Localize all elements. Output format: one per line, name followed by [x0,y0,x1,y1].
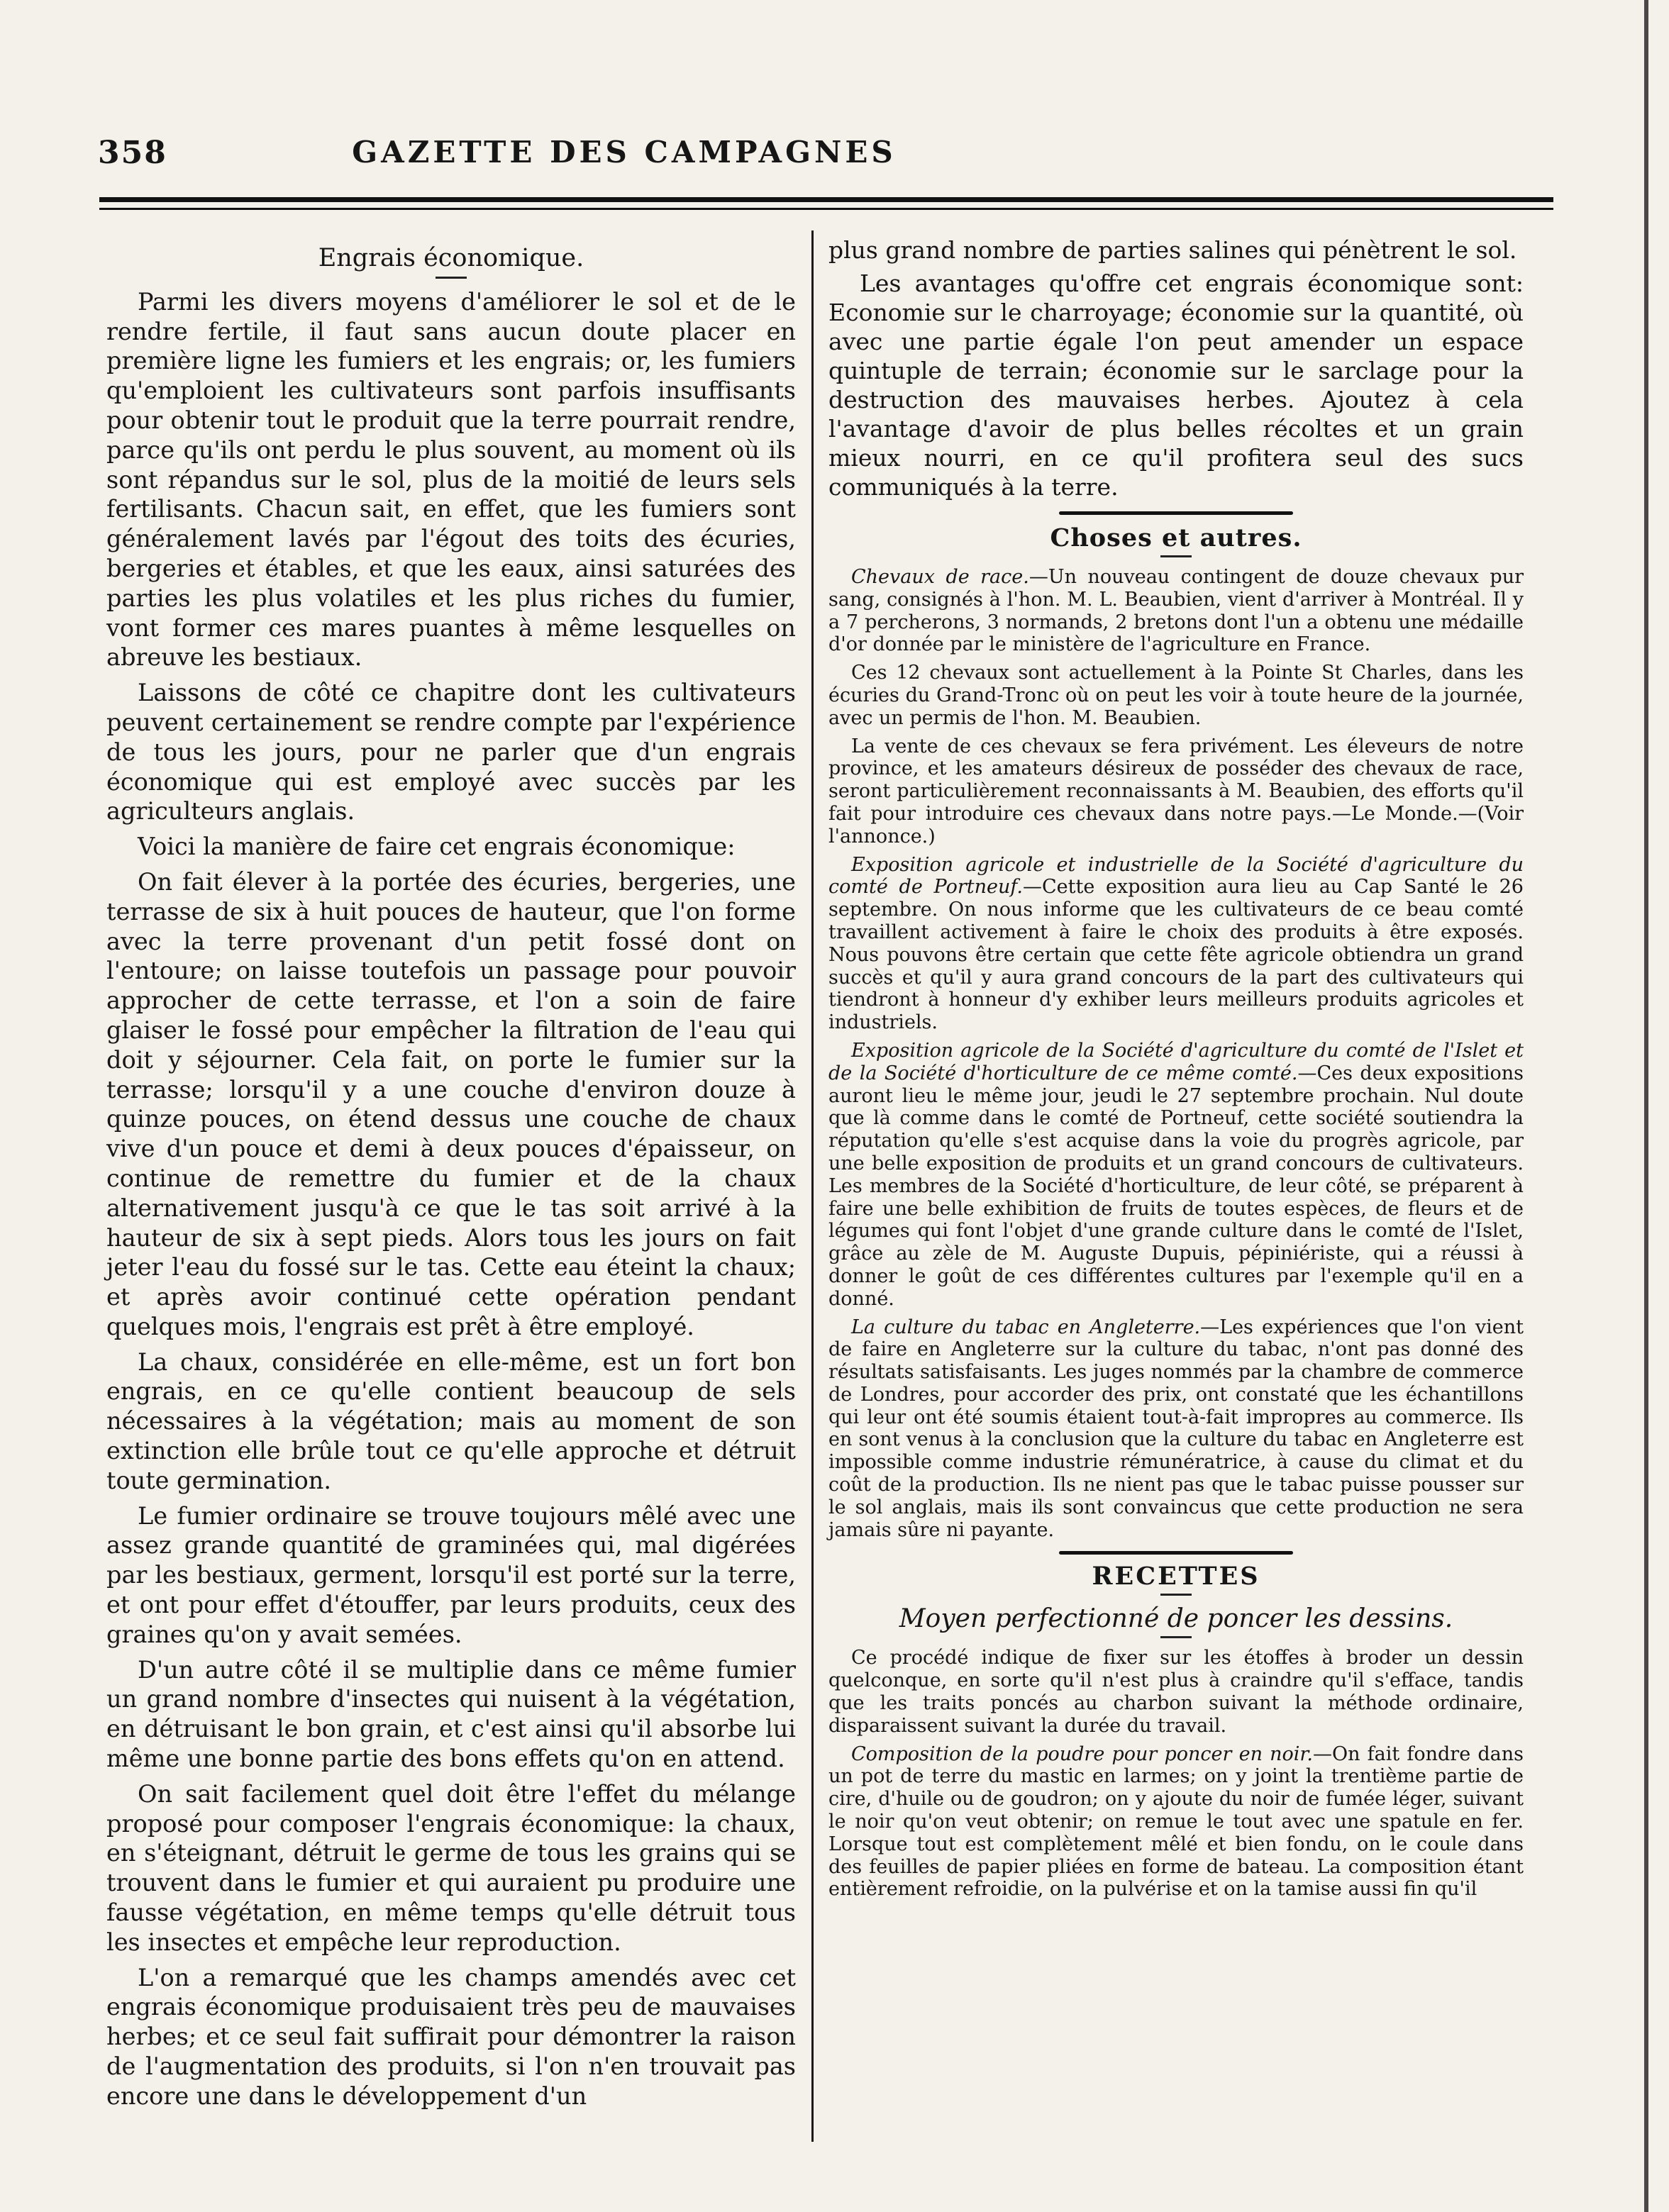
item-lead: Exposition agricole et industrielle de la Société d'agriculture du comté de Portneuf. [828,853,1524,899]
paragraph: Le fumier ordinaire se trouve toujours mêlé avec une assez grande quantité de graminées qui, mal digérées par les bestiaux, germent, lorsqu'il est porté sur la terre, et ont pour effet d'étouffer, par leurs produits, ceux des graines qu'on y avait semées. [106,1501,796,1648]
heading-dash [1160,555,1192,557]
item-lead: Chevaux de race. [851,566,1029,588]
item-lead: Composition de la poudre pour poncer en noir. [851,1743,1313,1765]
heading-dash [436,277,467,279]
item-text: —Cette exposition aura lieu au Cap Santé le 26 septembre. On nous informe que les cultivateurs de ce beau comté travaillent activement à faire le choix des produits à être exposés. Nous pouvons être certain que cette fête agricole obtiendra un grand succès et qu'il y aura grand concours de la part des cultivateurs qui tiendront à honneur d'y exhiber leurs meilleurs produits agricoles et industriels. [828,876,1524,1034]
paragraph: Voici la manière de faire cet engrais économique: [138,833,736,861]
recettes-heading: RECETTES [1092,1562,1260,1591]
paragraph: D'un autre côté il se multiplie dans ce même fumier un grand nombre d'insectes qui nuisent à la végétation, en détruisant le bon grain, et c'est ainsi qu'il absorbe lui même une bonne partie des bons effets qu'on en attend. [106,1655,796,1773]
section-ornament [1059,1551,1293,1555]
choses-heading: Choses et autres. [1050,523,1302,552]
item-text: La vente de ces chevaux se fera privément. Les éleveurs de notre province, et les amateurs désireux de posséder des chevaux de race, seront particulièrement reconnaissants à M. Beaubien, des efforts qu'il fait pour introduire ces chevaux dans notre pays.—Le Monde.—(Voir l'annonce.) [828,735,1524,847]
news-item [828,1040,1524,1311]
item-lead: La culture du tabac en Angleterre. [851,1316,1201,1338]
right-column [828,235,1524,1906]
running-title: GAZETTE DES CAMPAGNES [352,135,897,169]
paragraph: Les avantages qu'offre cet engrais économique sont: Economie sur le charroyage; économie sur la quantité, où avec une partie égale l'on peut amender un espace quintuple de terrain; économie sur le sarclage pour la destruction des mauvaises herbes. Ajoutez à cela l'avantage d'avoir de plus belles récoltes et un grain mieux nourri, en ce qu'il profitera seul des sucs communiqués à la terre. [828,269,1524,501]
continued-text: plus grand nombre de parties salines qui pénètrent le sol. [828,236,1517,264]
paragraph: Laissons de côté ce chapitre dont les cultivateurs peuvent certainement se rendre compte par l'expérience de tous les jours, pour ne parler que d'un engrais économique qui est employé avec succès par les agriculteurs anglais. [106,679,796,826]
paragraph: On fait élever à la portée des écuries, bergeries, une terrasse de six à huit pouces de hauteur, que l'on forme avec la terre provenant d'un petit fossé dont on l'entoure; on laisse toutefois un passage pour pouvoir approcher de cette terrasse, et l'on a soin de faire glaiser le fossé pour empêcher la filtration de l'eau qui doit y séjourner. Cela fait, on porte le fumier sur la terrasse; lorsqu'il y a une couche d'environ douze à quinze pouces, on étend dessus une couche de chaux vive d'un pouce et demi à deux pouces d'épaisseur, on continue de remettre du fumier et de la chaux alternativement jusqu'à ce que le tas soit arrivé à la hauteur de six à sept pieds. Alors tous les jours on fait jeter l'eau du fossé sur le tas. Cette eau éteint la chaux; et après avoir continué cette opération pendant quelques mois, l'engrais est prêt à être employé. [106,867,796,1340]
item-lead: Exposition agricole de la Société d'agriculture du comté de l'Islet et de la Société d'horticulture de ce même comté. [828,1039,1524,1084]
heading-dash [1160,1594,1192,1596]
column-divider [811,230,814,2142]
item-text: —Les expériences que l'on vient de faire en Angleterre sur la culture du tabac, n'ont pas donné des résultats satisfaisants. Les juges nommés par la chambre de commerce de Londres, pour accorder des prix, ont constaté que les échantillons qui leur ont été soumis étaient tout-à-fait impropres au commerce. Ils en sont venus à la conclusion que la culture du tabac en Angleterre est impossible comme industrie rémunératrice, à cause du climat et du coût de la production. Ils ne nient pas que le tabac puisse pousser sur le sol anglais, mais ils sont convaincus que cette production ne sera jamais sûre ni payante. [828,1316,1524,1541]
page-number: 358 [98,135,167,171]
news-item [828,566,1524,656]
recipe-item [828,1743,1524,1901]
header-rule-thick [99,197,1553,202]
item-text: —Ces deux expositions auront lieu le même jour, jeudi le 27 septembre prochain. Nul doute que là comme dans le comté de Portneuf, cette société soutiendra la réputation qu'elle s'est acquise dans la voie du progrès agricole, par une belle exposition de produits et un grand concours de cultivateurs. Les membres de la Société d'horticulture, de leur côté, se préparent à faire une belle exhibition de fruits de toutes espèces, de fleurs et de légumes qui font l'objet d'une grande culture dans le comté de l'Islet, grâce au zèle de M. Auguste Dupuis, pépiniériste, qui a réussi à donner le goût de ces différentes cultures par l'exemple qu'il en a donné. [828,1062,1524,1310]
news-item [828,735,1524,848]
item-text: —Un nouveau contingent de douze chevaux pur sang, consignés à l'hon. M. L. Beaubien, vient d'arriver à Montréal. Il y a 7 percherons, 3 normands, 2 bretons dont l'un a obtenu une médaille d'or donnée par le ministère de l'agriculture en France. [828,566,1524,656]
paragraph: La chaux, considérée en elle-même, est un fort bon engrais, en ce qu'elle contient beaucoup de sels nécessaires à la végétation; mais au moment de son extinction elle brûle tout ce qu'elle approche et détruit toute germination. [106,1347,796,1494]
paragraph: Parmi les divers moyens d'améliorer le sol et de le rendre fertile, il faut sans aucun doute placer en première ligne les fumiers et les engrais; or, les fumiers qu'emploient les cultivateurs sont parfois insuffisants pour obtenir tout le produit que la terre pourrait rendre, parce qu'ils ont perdu le plus souvent, au moment où ils sont répandus sur le sol, plus de la moitié de leurs sels fertilisants. Chacun sait, en effet, que les fumiers sont généralement lavés par l'égout des toits des écuries, bergeries et étables, et que les eaux, ainsi saturées des parties les plus volatiles et les plus riches du fumier, vont former ces mares puantes à même lesquelles on abreuve les bestiaux. [106,287,796,672]
news-item [828,1316,1524,1542]
heading-dash [1160,1636,1192,1638]
news-item [828,662,1524,729]
page-edge-rule [1644,0,1648,2212]
paragraph: L'on a remarqué que les champs amendés avec cet engrais économique produisaient très peu de mauvaises herbes; et ce seul fait suffirait pour démontrer la raison de l'augmentation des produits, si l'on n'en trouvait pas encore une dans le développement d'un [106,1963,796,2110]
article-heading: Engrais économique. [318,244,584,272]
news-items [828,566,1524,1541]
recipe-item [828,1647,1524,1737]
recipe-items [828,1647,1524,1901]
item-text: Ces 12 chevaux sont actuellement à la Pointe St Charles, dans les écuries du Grand-Tronc où on peut les voir à toute heure de la journée, avec un permis de l'hon. M. Beaubien. [828,662,1524,729]
item-text: —On fait fondre dans un pot de terre du mastic en larmes; on y joint la trentième partie de cire, d'huile ou de goudron; on y ajoute du noir de fumée léger, suivant le noir qu'on veut obtenir; on remue le tout avec une spatule en fer. Lorsque tout est complètement mêlé et bien fondu, on le coule dans des feuilles de papier pliées en forme de bateau. La composition étant entièrement refroidie, on la pulvérise et on la tamise aussi fin qu'il [828,1743,1524,1901]
left-column [106,235,796,2111]
paragraph: On sait facilement quel doit être l'effet du mélange proposé pour composer l'engrais économique: la chaux, en s'éteignant, détruit le germe de tous les grains qui se trouvent dans le fumier et qui auraient pu produire une fausse végétation, en même temps qu'elle détruit tous les insectes et empêche leur reproduction. [106,1779,796,1956]
news-item [828,854,1524,1034]
header-rule-thin [99,208,1553,210]
section-ornament [1059,511,1293,515]
recettes-subheading: Moyen perfectionné de poncer les dessins. [899,1604,1453,1634]
item-text: Ce procédé indique de fixer sur les étoffes à broder un dessin quelconque, en sorte qu'il n'est plus à craindre qu'il s'efface, tandis que les traits poncés au charbon suivant la méthode ordinaire, disparaissent suivant la durée du travail. [828,1647,1524,1737]
